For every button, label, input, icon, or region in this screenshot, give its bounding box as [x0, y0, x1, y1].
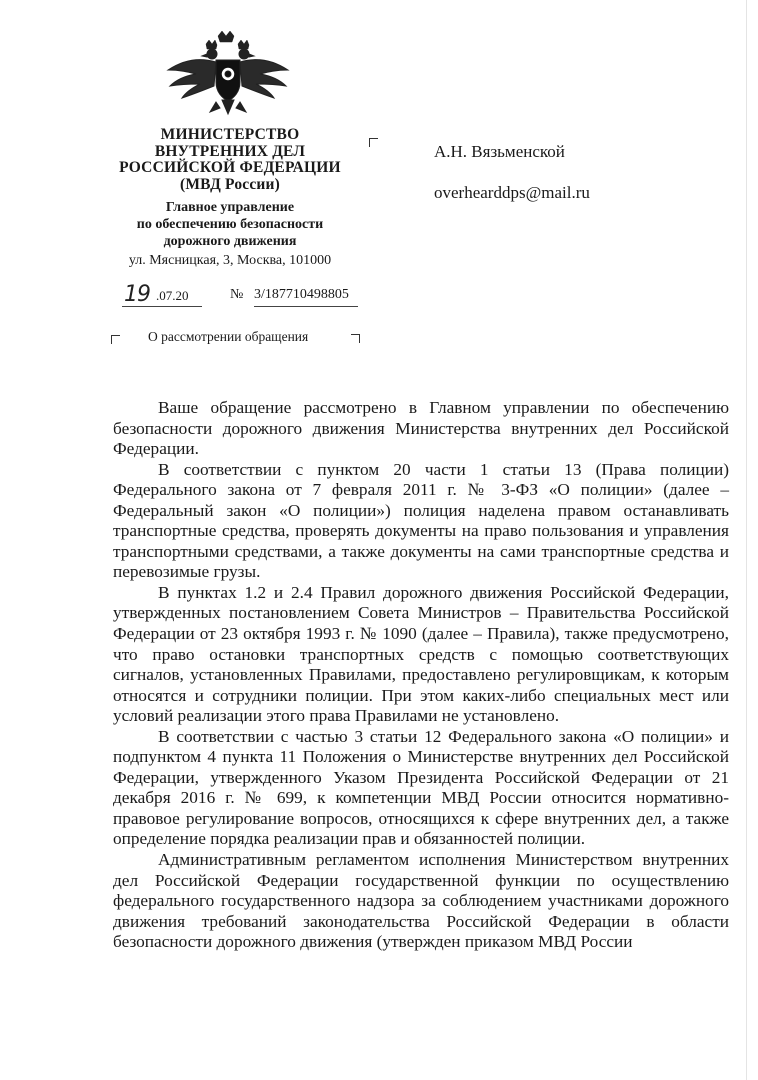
org-abbreviation: (МВД России): [179, 175, 281, 193]
org-name-line-1: МИНИСТЕРСТВО: [160, 126, 300, 143]
registration-row: [108, 284, 358, 310]
recipient-name: А.Н. Вязьменской: [434, 142, 565, 161]
recipient-email: overhearddps@mail.ru: [434, 183, 590, 202]
dept-line-1: Главное управление: [165, 200, 295, 215]
corner-mark-subject-left: [111, 335, 120, 344]
body-paragraph-2: В соответствии с пунктом 20 части 1 статьи 13 (Права полиции) Федерального закона от 7 февраля 2011 г. № 3-ФЗ «О полиции» (далее – Федеральный закон «О полиции») полиция наделена правом останавливать транспортные средства, проверять документы на право пользования и управления транспортными средствами, а также документы на сами транспортные средства и перевозимые грузы.: [113, 459, 729, 582]
handwritten-date-day: 19: [124, 282, 150, 307]
body-paragraph-1: Ваше обращение рассмотрено в Главном управлении по обеспечению безопасности дорожного движения Министерства внутренних дел Российской Федерации.: [113, 398, 729, 459]
letterhead: [110, 127, 350, 270]
body-paragraph-3: В пунктах 1.2 и 2.4 Правил дорожного движения Российской Федерации, утвержденных постановлением Совета Министров – Правительства Российской Федерации от 23 октября 1993 г. № 1090 (далее – Правила), также предусмотрено, что право остановки транспортных средств с помощью соответствующих сигналов, установленных Правилами, предоставлено регулировщикам, к которым относятся и сотрудники полиции. При этом каких-либо специальных мест или условий реализации этого права Правилами не установлено.: [113, 582, 729, 726]
letter-subject: О рассмотрении обращения: [148, 329, 309, 344]
scan-edge: [746, 0, 747, 1080]
number-sign: №: [230, 287, 244, 302]
dept-line-2: по обеспечению безопасности: [136, 217, 324, 232]
letter-body: [113, 398, 729, 953]
date-underline: [122, 306, 202, 307]
body-paragraph-5: Административным регламентом исполнения Министерством внутренних дел Российской Федерации государственной функции по осуществлению федерального государственного надзора за соблюдением участниками дорожного движения требований законодательства Российской Федерации в области безопасности дорожного движения (утвержден приказом МВД России: [113, 850, 729, 952]
registration-number: 3/187710498805: [254, 287, 349, 302]
number-underline: [254, 306, 358, 307]
dept-line-3: дорожного движения: [163, 234, 297, 249]
org-name-line-3: РОССИЙСКОЙ ФЕДЕРАЦИИ: [119, 159, 341, 176]
date-month-year: .07.20: [156, 288, 189, 303]
org-name-line-2: ВНУТРЕННИХ ДЕЛ: [154, 142, 306, 160]
body-paragraph-4: В соответствии с частью 3 статьи 12 Федерального закона «О полиции» и подпунктом 4 пункта 11 Положения о Министерстве внутренних дел Российской Федерации, утвержденного Указом Президента Российской Федерации от 21 декабря 2016 г. № 699, к компетенции МВД России относится нормативно-правовое регулирование вопросов, относящихся к сфере внутренних дел, а также определение порядка реализации прав и обязанностей полиции.: [113, 726, 729, 849]
double-headed-eagle-emblem-icon: [166, 30, 290, 120]
corner-mark-subject-right: [351, 334, 360, 343]
org-address: ул. Мясницкая, 3, Москва, 101000: [128, 253, 332, 268]
corner-mark-top-right: [369, 138, 378, 147]
